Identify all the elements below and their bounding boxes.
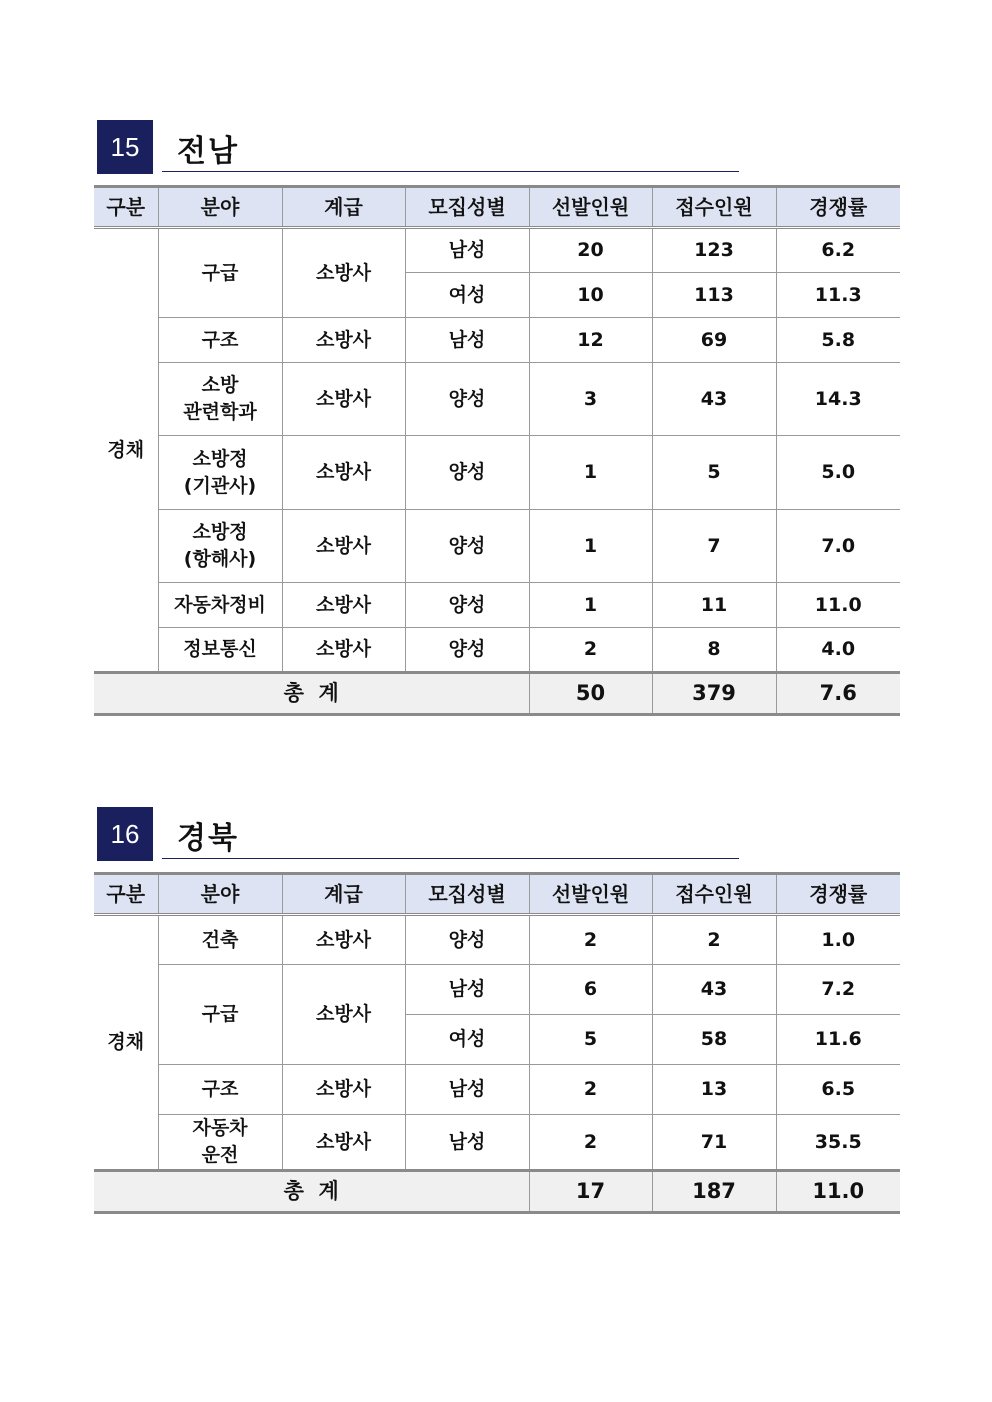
title-underline bbox=[162, 858, 739, 859]
header-cell: 경쟁률 bbox=[776, 874, 900, 915]
selected-cell: 6 bbox=[529, 965, 652, 1015]
selected-cell: 1 bbox=[529, 510, 652, 583]
ratio-cell: 11.6 bbox=[776, 1015, 900, 1065]
table-row bbox=[94, 318, 900, 363]
applicants-cell: 123 bbox=[652, 228, 776, 273]
rank-cell: 소방사 bbox=[282, 915, 405, 965]
header-cell: 계급 bbox=[282, 187, 405, 228]
rank-cell: 소방사 bbox=[282, 318, 405, 363]
applicants-cell: 5 bbox=[652, 436, 776, 510]
table-row bbox=[94, 1115, 900, 1171]
table-row bbox=[94, 436, 900, 510]
rank-cell: 소방사 bbox=[282, 1065, 405, 1115]
field-cell: 정보통신 bbox=[158, 628, 282, 673]
total-applicants: 379 bbox=[652, 673, 776, 715]
rank-cell: 소방사 bbox=[282, 228, 405, 318]
rank-cell: 소방사 bbox=[282, 510, 405, 583]
applicants-cell: 7 bbox=[652, 510, 776, 583]
header-cell: 경쟁률 bbox=[776, 187, 900, 228]
ratio-cell: 14.3 bbox=[776, 363, 900, 436]
gender-cell: 남성 bbox=[405, 965, 529, 1015]
applicants-cell: 2 bbox=[652, 915, 776, 965]
category-cell: 경채 bbox=[94, 915, 158, 1171]
header-cell: 접수인원 bbox=[652, 874, 776, 915]
header-cell: 선발인원 bbox=[529, 874, 652, 915]
header-cell: 선발인원 bbox=[529, 187, 652, 228]
ratio-cell: 6.5 bbox=[776, 1065, 900, 1115]
total-label: 총 계 bbox=[94, 1171, 529, 1213]
total-ratio: 11.0 bbox=[776, 1171, 900, 1213]
ratio-cell: 4.0 bbox=[776, 628, 900, 673]
table-row bbox=[94, 965, 900, 1015]
field-cell: 구급 bbox=[158, 965, 282, 1065]
applicants-cell: 113 bbox=[652, 273, 776, 318]
gender-cell: 양성 bbox=[405, 510, 529, 583]
total-ratio: 7.6 bbox=[776, 673, 900, 715]
table-row bbox=[94, 363, 900, 436]
applicants-cell: 71 bbox=[652, 1115, 776, 1171]
total-label: 총 계 bbox=[94, 673, 529, 715]
field-cell: 소방 관련학과 bbox=[158, 363, 282, 436]
ratio-cell: 11.0 bbox=[776, 583, 900, 628]
rank-cell: 소방사 bbox=[282, 436, 405, 510]
table-row bbox=[94, 583, 900, 628]
recruitment-table bbox=[94, 872, 900, 1214]
rank-cell: 소방사 bbox=[282, 965, 405, 1065]
section-title: 경북 bbox=[177, 821, 239, 856]
field-cell: 구조 bbox=[158, 1065, 282, 1115]
header-cell: 분야 bbox=[158, 187, 282, 228]
field-cell: 자동차 운전 bbox=[158, 1115, 282, 1171]
selected-cell: 2 bbox=[529, 628, 652, 673]
section-number: 16 bbox=[97, 807, 153, 861]
title-underline bbox=[162, 171, 739, 172]
selected-cell: 1 bbox=[529, 583, 652, 628]
total-applicants: 187 bbox=[652, 1171, 776, 1213]
gender-cell: 양성 bbox=[405, 363, 529, 436]
section-title: 전남 bbox=[177, 134, 239, 169]
applicants-cell: 8 bbox=[652, 628, 776, 673]
header-cell: 모집성별 bbox=[405, 874, 529, 915]
selected-cell: 1 bbox=[529, 436, 652, 510]
ratio-cell: 11.3 bbox=[776, 273, 900, 318]
selected-cell: 5 bbox=[529, 1015, 652, 1065]
table-row bbox=[94, 510, 900, 583]
rank-cell: 소방사 bbox=[282, 583, 405, 628]
selected-cell: 2 bbox=[529, 915, 652, 965]
section-header bbox=[97, 120, 740, 174]
recruitment-table bbox=[94, 185, 900, 716]
header-row bbox=[94, 187, 900, 228]
field-cell: 소방정 (항해사) bbox=[158, 510, 282, 583]
rank-cell: 소방사 bbox=[282, 628, 405, 673]
gender-cell: 양성 bbox=[405, 628, 529, 673]
header-cell: 모집성별 bbox=[405, 187, 529, 228]
field-cell: 소방정 (기관사) bbox=[158, 436, 282, 510]
field-cell: 자동차정비 bbox=[158, 583, 282, 628]
category-cell: 경채 bbox=[94, 228, 158, 673]
ratio-cell: 5.8 bbox=[776, 318, 900, 363]
table-row bbox=[94, 1065, 900, 1115]
total-selected: 50 bbox=[529, 673, 652, 715]
selected-cell: 2 bbox=[529, 1115, 652, 1171]
gender-cell: 양성 bbox=[405, 915, 529, 965]
header-cell: 구분 bbox=[94, 874, 158, 915]
field-cell: 구조 bbox=[158, 318, 282, 363]
selected-cell: 20 bbox=[529, 228, 652, 273]
field-cell: 구급 bbox=[158, 228, 282, 318]
gender-cell: 양성 bbox=[405, 436, 529, 510]
gender-cell: 여성 bbox=[405, 273, 529, 318]
gender-cell: 남성 bbox=[405, 1115, 529, 1171]
ratio-cell: 5.0 bbox=[776, 436, 900, 510]
gender-cell: 여성 bbox=[405, 1015, 529, 1065]
table-row bbox=[94, 628, 900, 673]
rank-cell: 소방사 bbox=[282, 1115, 405, 1171]
ratio-cell: 7.2 bbox=[776, 965, 900, 1015]
selected-cell: 12 bbox=[529, 318, 652, 363]
selected-cell: 3 bbox=[529, 363, 652, 436]
ratio-cell: 6.2 bbox=[776, 228, 900, 273]
applicants-cell: 58 bbox=[652, 1015, 776, 1065]
ratio-cell: 7.0 bbox=[776, 510, 900, 583]
header-cell: 계급 bbox=[282, 874, 405, 915]
header-cell: 접수인원 bbox=[652, 187, 776, 228]
gender-cell: 양성 bbox=[405, 583, 529, 628]
gender-cell: 남성 bbox=[405, 228, 529, 273]
applicants-cell: 43 bbox=[652, 965, 776, 1015]
total-row bbox=[94, 1171, 900, 1213]
section-number: 15 bbox=[97, 120, 153, 174]
ratio-cell: 35.5 bbox=[776, 1115, 900, 1171]
rank-cell: 소방사 bbox=[282, 363, 405, 436]
ratio-cell: 1.0 bbox=[776, 915, 900, 965]
table-row bbox=[94, 915, 900, 965]
applicants-cell: 43 bbox=[652, 363, 776, 436]
table-row bbox=[94, 228, 900, 273]
header-row bbox=[94, 874, 900, 915]
total-selected: 17 bbox=[529, 1171, 652, 1213]
total-row bbox=[94, 673, 900, 715]
applicants-cell: 13 bbox=[652, 1065, 776, 1115]
field-cell: 건축 bbox=[158, 915, 282, 965]
selected-cell: 2 bbox=[529, 1065, 652, 1115]
selected-cell: 10 bbox=[529, 273, 652, 318]
gender-cell: 남성 bbox=[405, 1065, 529, 1115]
section-header bbox=[97, 807, 740, 861]
gender-cell: 남성 bbox=[405, 318, 529, 363]
header-cell: 구분 bbox=[94, 187, 158, 228]
applicants-cell: 69 bbox=[652, 318, 776, 363]
header-cell: 분야 bbox=[158, 874, 282, 915]
applicants-cell: 11 bbox=[652, 583, 776, 628]
